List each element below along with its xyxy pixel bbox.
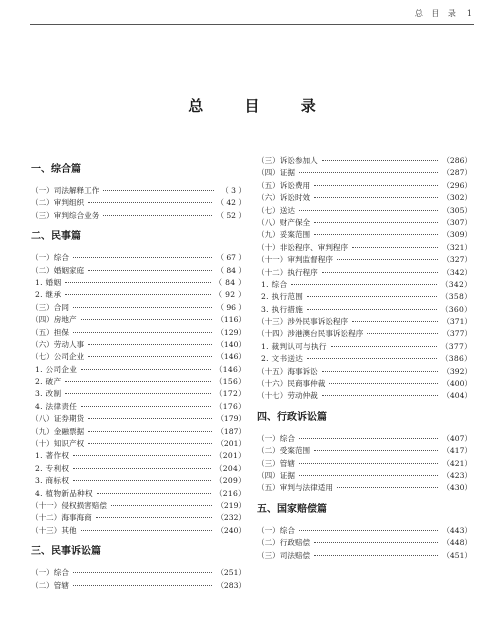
toc-entry[interactable] [31, 426, 246, 438]
toc-entry-label: （十二）执行程序 [257, 267, 318, 277]
toc-page-number: （400） [442, 379, 472, 389]
dot-leader [299, 530, 438, 531]
toc-page-number: （ 67 ） [216, 253, 246, 263]
dot-leader [314, 197, 438, 198]
toc-entry-label: （十六）民商事仲裁 [257, 379, 326, 389]
toc-subentry[interactable] [31, 463, 246, 475]
toc-entry[interactable] [31, 252, 246, 264]
toc-page-number: （392） [442, 366, 472, 376]
toc-page-number: （187） [216, 426, 246, 436]
dot-leader [88, 418, 212, 419]
toc-subentry[interactable] [257, 353, 472, 365]
toc-page-number: （321） [442, 242, 472, 252]
toc-entry[interactable] [257, 525, 472, 537]
toc-subentry[interactable] [31, 277, 246, 289]
toc-entry-label: （一）综合 [257, 525, 295, 535]
toc-entry-label: （十七）劳动仲裁 [257, 391, 318, 401]
running-header [415, 8, 472, 19]
toc-entry-label: 2. 继承 [35, 290, 62, 300]
toc-entry-label: 4. 植物新品种权 [35, 488, 93, 498]
dot-leader [96, 517, 213, 518]
toc-entry[interactable] [257, 378, 472, 390]
toc-page-number: （360） [440, 304, 472, 314]
dot-leader [337, 259, 438, 260]
toc-entry-label: （五）担保 [31, 327, 69, 337]
toc-page-number: （451） [442, 550, 472, 560]
toc-subentry[interactable] [257, 341, 472, 353]
toc-page-number: （ 84 ） [216, 265, 246, 275]
dot-leader [73, 572, 212, 573]
toc-entry-label: （四）房地产 [31, 315, 77, 325]
dot-leader [299, 475, 438, 476]
toc-entry[interactable] [257, 366, 472, 378]
toc-entry-label: 1. 裁判认可与执行 [261, 341, 327, 351]
toc-entry-label: （五）诉讼费用 [257, 180, 311, 190]
toc-page-number: （358） [440, 292, 472, 302]
toc-entry-label: （三）审判综合业务 [31, 210, 100, 220]
toc-page-number: （430） [442, 483, 472, 493]
section-heading: 一、综合篇 [31, 164, 81, 175]
toc-page-number: （146） [216, 352, 246, 362]
toc-page-number: （342） [440, 279, 472, 289]
toc-entry[interactable] [257, 433, 472, 445]
toc-page-number: （423） [442, 470, 472, 480]
page-title: 总 目 录 [188, 97, 334, 115]
dot-leader [111, 505, 212, 506]
dot-leader [299, 463, 438, 464]
dot-leader [329, 383, 438, 384]
toc-entry-label: （八）证券期货 [31, 414, 85, 424]
section-heading: 三、民事诉讼篇 [31, 546, 101, 558]
dot-leader [299, 438, 438, 439]
toc-page-number: （307） [442, 217, 472, 227]
dot-leader [73, 585, 212, 586]
toc-entry-label: （二）婚姻家庭 [31, 265, 85, 275]
dot-leader [314, 185, 438, 186]
toc-entry[interactable] [257, 155, 472, 167]
toc-entry[interactable] [257, 537, 472, 549]
toc-entry[interactable] [31, 302, 246, 314]
toc-entry[interactable] [257, 328, 472, 340]
toc-subentry[interactable] [31, 376, 246, 388]
toc-entry-label: 3. 商标权 [35, 476, 70, 486]
dot-leader [81, 369, 211, 370]
dot-leader [73, 480, 211, 481]
section-heading: 四、行政诉讼篇 [257, 411, 327, 423]
toc-entry-label: （十四）涉港澳台民事诉讼程序 [257, 329, 364, 339]
toc-page-number: （140） [216, 339, 246, 349]
section-heading: 五、国家赔偿篇 [257, 503, 327, 515]
running-header-page-number: 1 [466, 9, 472, 18]
toc-entry-label: （八）财产保全 [257, 217, 311, 227]
toc-entry-label: （七）公司企业 [31, 352, 85, 362]
toc-entry-label: （一）司法解释工作 [31, 186, 100, 195]
toc-subentry[interactable] [257, 291, 472, 303]
toc-entry-label: （二）行政赔偿 [257, 538, 311, 548]
toc-page-number: （156） [214, 377, 246, 387]
toc-entry[interactable] [257, 482, 472, 494]
toc-entry-label: （四）证据 [257, 470, 295, 480]
dot-leader [314, 542, 438, 543]
toc-entry-label: （十一）审判监督程序 [257, 255, 333, 265]
toc-page-number: （296） [442, 180, 472, 190]
toc-page-number: （201） [216, 439, 246, 449]
toc-page-number: （287） [442, 168, 472, 178]
toc-page-number: （ 84 ） [214, 277, 246, 287]
dot-leader [73, 455, 211, 456]
dot-leader [65, 282, 210, 283]
toc-entry[interactable] [257, 458, 472, 470]
toc-entry-label: 2. 执行范围 [261, 292, 304, 302]
dot-leader [81, 530, 213, 531]
toc-subentry[interactable] [31, 364, 246, 376]
dot-leader [367, 333, 438, 334]
dot-leader [88, 202, 212, 203]
dot-leader [307, 309, 437, 310]
toc-page-number: （286） [442, 156, 472, 165]
toc-subentry[interactable] [31, 475, 246, 487]
toc-entry[interactable] [31, 512, 246, 524]
toc-entry[interactable] [257, 390, 472, 402]
toc-page-number: （232） [216, 513, 246, 523]
toc-page-number: （305） [442, 205, 472, 215]
dot-leader [97, 493, 211, 494]
toc-entry-label: （六）诉讼时效 [257, 193, 311, 203]
toc-entry[interactable] [257, 445, 472, 457]
toc-entry-label: （三）合同 [31, 302, 69, 312]
dot-leader [352, 247, 438, 248]
toc-page-number: （ 52 ） [216, 210, 246, 220]
toc-left-column [31, 155, 246, 592]
toc-page-number: （172） [214, 389, 246, 399]
toc-page-number: （216） [214, 488, 246, 498]
toc-entry-label: （九）妥案范围 [257, 230, 311, 240]
toc-entry-label: （九）金融票据 [31, 426, 85, 436]
toc-page-number: （201） [214, 451, 246, 461]
toc-page-number: （240） [216, 525, 246, 535]
toc-entry[interactable] [31, 314, 246, 326]
dot-leader [103, 215, 212, 216]
dot-leader [73, 257, 212, 258]
toc-subentry[interactable] [31, 401, 246, 413]
toc-entry[interactable] [257, 254, 472, 266]
toc-page-number: （327） [442, 255, 472, 265]
toc-entry-label: （十三）其他 [31, 525, 77, 535]
toc-page-number: （129） [216, 327, 246, 337]
dot-leader [307, 296, 437, 297]
dot-leader [81, 319, 213, 320]
dot-leader [88, 356, 212, 357]
toc-page-number: （377） [442, 329, 472, 339]
dot-leader [73, 332, 212, 333]
toc-page-number: （283） [216, 580, 246, 590]
toc-page-number: （443） [442, 525, 472, 535]
dot-leader [352, 321, 438, 322]
toc-entry[interactable] [31, 327, 246, 339]
dot-leader [88, 270, 212, 271]
dot-leader [331, 346, 437, 347]
toc-page-number: （309） [442, 230, 472, 240]
toc-entry-label: （七）送达 [257, 205, 295, 215]
dot-leader [81, 406, 211, 407]
dot-leader [291, 284, 436, 285]
toc-page-number: （404） [442, 391, 472, 401]
dot-leader [314, 222, 438, 223]
toc-entry[interactable] [31, 351, 246, 363]
toc-entry-label: （一）综合 [31, 568, 69, 578]
toc-entry-label: 1. 公司企业 [35, 364, 78, 374]
toc-entry-label: （十）知识产权 [31, 439, 85, 449]
dot-leader [73, 307, 212, 308]
toc-entry[interactable] [257, 180, 472, 192]
toc-entry[interactable] [257, 192, 472, 204]
toc-entry-label: （六）劳动人事 [31, 339, 85, 349]
toc-entry-label: （五）审判与法律适用 [257, 483, 333, 493]
toc-subentry[interactable] [31, 289, 246, 301]
dot-leader [103, 190, 214, 191]
toc-page-number: （176） [214, 401, 246, 411]
toc-entry-label: 1. 婚姻 [35, 277, 62, 287]
dot-leader [322, 395, 439, 396]
toc-page-number: （302） [442, 193, 472, 203]
toc-entry-label: （二）管辖 [31, 580, 69, 590]
toc-page-number: （251） [216, 568, 246, 578]
toc-entry-label: （二）审判组织 [31, 198, 85, 208]
toc-entry-label: 2. 专利权 [35, 463, 70, 473]
toc-page-number: （ 3 ） [221, 186, 246, 195]
toc-entry[interactable] [257, 316, 472, 328]
dot-leader [322, 272, 439, 273]
toc-entry-label: （一）综合 [257, 433, 295, 443]
dot-leader [314, 555, 438, 556]
toc-entry[interactable] [31, 580, 246, 592]
dot-leader [65, 381, 210, 382]
toc-entry-label: （十一）侵权损害赔偿 [31, 500, 107, 510]
dot-leader [322, 160, 439, 161]
dot-leader [314, 234, 438, 235]
toc-entry[interactable] [257, 242, 472, 254]
toc-entry-label: 1. 综合 [261, 279, 288, 289]
toc-entry[interactable] [257, 267, 472, 279]
toc-page-number: （ 92 ） [214, 290, 246, 300]
toc-entry[interactable] [31, 525, 246, 537]
toc-entry-label: （三）司法赔偿 [257, 550, 311, 560]
toc-page-number: （146） [214, 364, 246, 374]
toc-subentry[interactable] [31, 388, 246, 400]
toc-entry-label: 3. 改制 [35, 389, 62, 399]
dot-leader [307, 358, 437, 359]
toc-entry[interactable] [31, 197, 246, 209]
toc-entry-label: （十二）海事海商 [31, 513, 92, 523]
toc-entry[interactable] [257, 205, 472, 217]
toc-entry[interactable] [31, 185, 246, 197]
running-header-title: 总 目 录 [414, 9, 459, 18]
toc-entry[interactable] [257, 470, 472, 482]
toc-page-number: （209） [214, 476, 246, 486]
toc-entry[interactable] [31, 567, 246, 579]
toc-entry-label: （三）管辖 [257, 458, 295, 468]
toc-entry[interactable] [257, 550, 472, 562]
dot-leader [314, 450, 438, 451]
section-heading: 二、民事篇 [31, 231, 81, 243]
toc-subentry[interactable] [257, 304, 472, 316]
toc-page-number: （417） [442, 446, 472, 456]
toc-entry-label: 3. 执行措施 [261, 304, 304, 314]
toc-entry-label: 2. 文书送达 [261, 354, 304, 364]
toc-page-number: （386） [440, 354, 472, 364]
toc-entry-label: （十三）涉外民事诉讼程序 [257, 317, 349, 327]
dot-leader [299, 210, 438, 211]
toc-page-number: （ 96 ） [216, 302, 246, 312]
toc-page-number: （377） [440, 341, 472, 351]
toc-page-number: （219） [216, 500, 246, 510]
toc-page-number: （116） [216, 315, 246, 325]
header-rule [30, 24, 474, 25]
dot-leader [73, 468, 211, 469]
toc-page-number: （342） [442, 267, 472, 277]
toc-page-number: （407） [442, 433, 472, 443]
dot-leader [337, 487, 438, 488]
toc-subentry[interactable] [31, 450, 246, 462]
toc-entry-label: 4. 法律责任 [35, 401, 78, 411]
toc-entry[interactable] [257, 217, 472, 229]
toc-entry-label: 1. 著作权 [35, 451, 70, 461]
dot-leader [65, 294, 210, 295]
toc-entry[interactable] [31, 265, 246, 277]
toc-page-number: （421） [442, 458, 472, 468]
toc-entry-label: （三）诉讼参加人 [257, 156, 318, 165]
toc-entry-label: 2. 破产 [35, 377, 62, 387]
dot-leader [88, 344, 212, 345]
toc-entry[interactable] [31, 339, 246, 351]
toc-entry-label: （四）证据 [257, 168, 295, 178]
toc-entry-label: （十五）海事诉讼 [257, 366, 318, 376]
dot-leader [88, 443, 212, 444]
toc-subentry[interactable] [257, 279, 472, 291]
toc-page-number: （448） [442, 538, 472, 548]
toc-page-number: （ 42 ） [216, 198, 246, 208]
toc-entry[interactable] [31, 438, 246, 450]
toc-entry[interactable] [31, 500, 246, 512]
toc-entry[interactable] [31, 210, 246, 222]
toc-entry[interactable] [257, 167, 472, 179]
toc-page-number: （204） [214, 463, 246, 473]
toc-entry-label: （十）非讼程序、审判程序 [257, 242, 349, 252]
toc-entry[interactable] [31, 413, 246, 425]
toc-right-column [257, 155, 472, 562]
dot-leader [299, 172, 438, 173]
dot-leader [88, 431, 212, 432]
toc-entry[interactable] [257, 229, 472, 241]
toc-entry-label: （二）受案范围 [257, 446, 311, 456]
toc-page-number: （179） [216, 414, 246, 424]
toc-page-number: （371） [442, 317, 472, 327]
toc-subentry[interactable] [31, 488, 246, 500]
dot-leader [322, 371, 439, 372]
toc-entry-label: （一）综合 [31, 253, 69, 263]
dot-leader [65, 393, 210, 394]
